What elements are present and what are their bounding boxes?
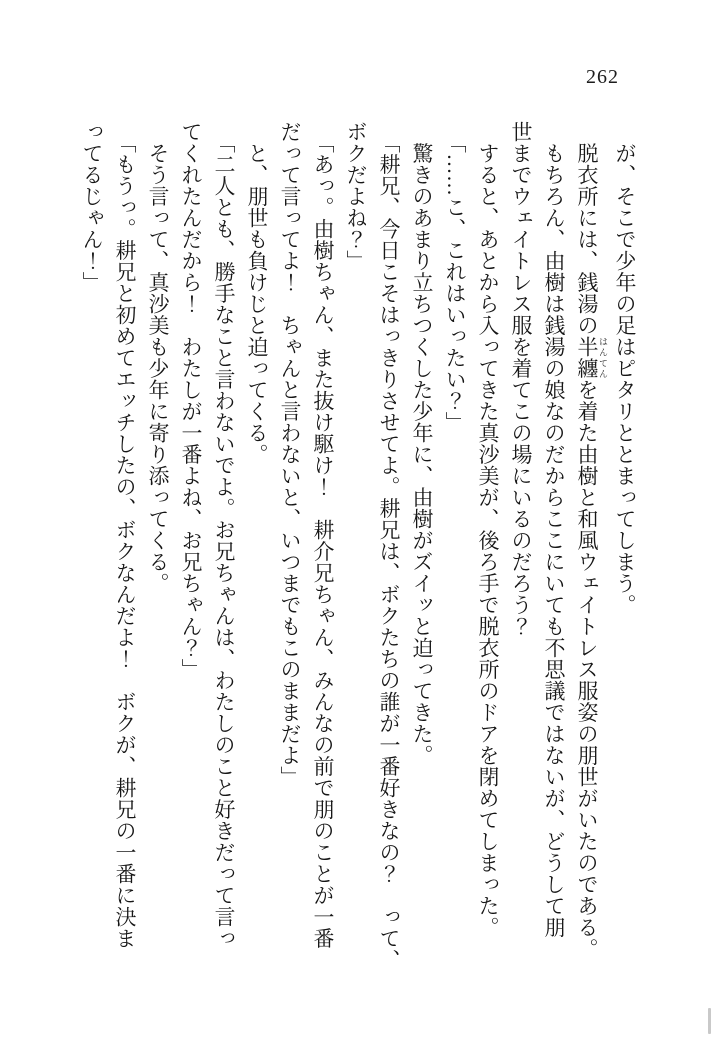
text-line: そう言って、真沙美も少年に寄り添ってくる。 [146,121,170,594]
ruby-annotation [575,336,608,379]
text-line: 「もうっ。耕兄と初めてエッチしたの、ボクなんだよ！ ボクが、耕兄の一番に決ま [113,132,137,949]
text-line: 「あっ。由樹ちゃん、また抜け駆け！ 耕介兄ちゃん、みんなの前で朋のことが一番 [311,132,335,949]
text-block [75,121,641,971]
scan-edge-artifact [708,1008,711,1034]
text-line: すると、あとから入ってきた真沙美が、後ろ手で脱衣所のドアを閉めてしまった。 [476,121,500,938]
ruby-text: はんてん [598,336,608,379]
text-segment: を着た由樹と和風ウェイトレス服姿の朋世がいたのである。 [575,379,599,960]
text-line: もちろん、由樹は銭湯の娘なのだからここにいても不思議ではないが、どうして朋 [542,121,566,938]
ruby-base: 半纏 [575,336,599,379]
text-line: 驚きのあまり立ちつくした少年に、由樹がズイッと迫ってきた。 [410,121,434,766]
text-line: 「耕兄、今日こそはっきりさせてよ。耕兄は、ボクたちの誰が一番好きなの？ って、 [377,132,401,971]
text-line: 「二人とも、勝手なこと言わないでよ。お兄ちゃんは、わたしのこと好きだって言っ [212,132,236,949]
page-number: 262 [586,66,619,88]
text-line: 「……こ、これはいったい？」 [443,132,467,433]
text-line: ボクだよね？」 [344,121,368,272]
text-line: だって言ってよ！ ちゃんと言わないと、いつまでもこのままだよ」 [278,121,302,788]
text-line-with-ruby [570,121,608,966]
text-segment: 脱衣所には、銭湯の [575,121,599,336]
text-line: と、朋世も負けじと迫ってくる。 [245,121,269,465]
text-line: 世までウェイトレス服を着てこの場にいるのだろう？ [509,121,533,637]
text-line: てくれたんだから！ わたしが一番よね、お兄ちゃん？」 [179,121,203,680]
text-line: ってるじゃん！」 [80,121,104,293]
text-line: が、そこで少年の足はピタリととまってしまう。 [613,121,637,616]
